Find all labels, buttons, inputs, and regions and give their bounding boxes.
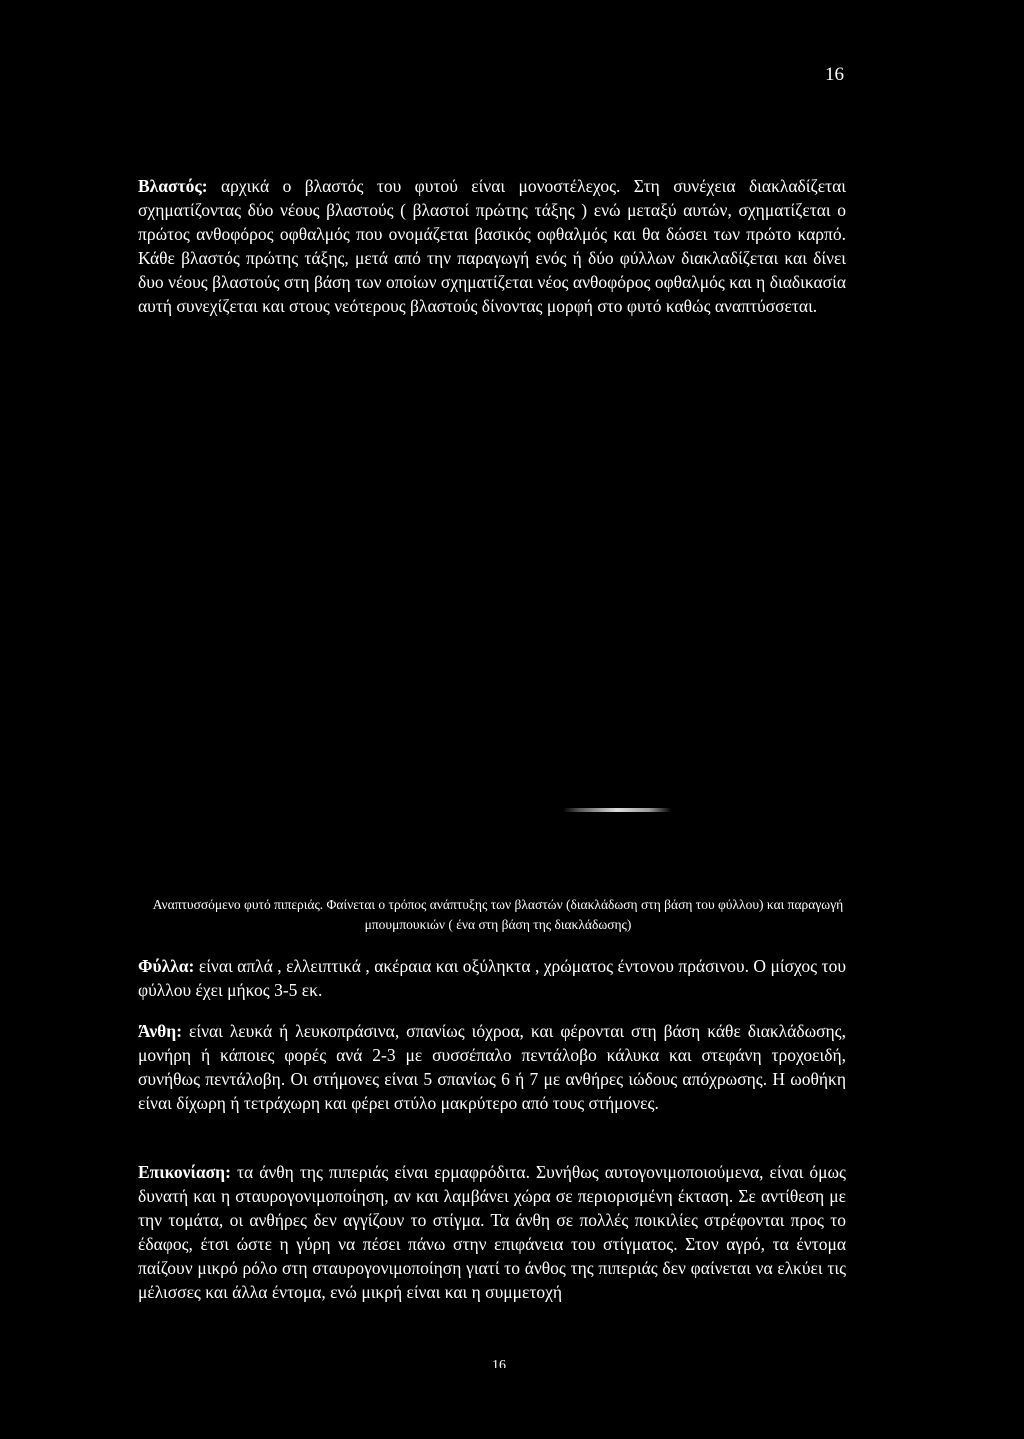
page-number: 16 — [825, 64, 844, 85]
leaves-paragraph — [138, 954, 846, 1002]
footer-page-number: 16 — [492, 1358, 506, 1368]
leaves-term: Φύλλα: — [138, 956, 195, 976]
shoot-term: Βλαστός: — [138, 176, 208, 196]
flowers-text: είναι λευκά ή λευκοπράσινα, σπανίως ιόχροα, και φέρονται στη βάση κάθε διακλάδωσης, μονήρη ή κάποιες φορές ανά 2-3 με συσσέπαλο πεντάλοβο κάλυκα και στεφάνη τροχοειδή, συνήθως πεντάλοβη. Οι στήμονες είναι 5 σπανίως 6 ή 7 με ανθήρες ιώδους απόχρωσης. Η ωοθήκη είναι δίχωρη ή τετράχωρη και φέρει στύλο μακρύτερο από τους στήμονες. — [138, 1021, 846, 1113]
pollination-term: Επικονίαση: — [138, 1162, 231, 1182]
figure-caption: Αναπτυσσόμενο φυτό πιπεριάς. Φαίνεται ο τρόπος ανάπτυξης των βλαστών (διακλάδωση στη βάση του φύλλου) και παραγωγή μπουμπουκιών ( ένα στη βάση της διακλάδωσης) — [152, 897, 844, 932]
pollination-paragraph — [138, 1160, 846, 1304]
figure-scan-artifact — [563, 808, 671, 812]
plant-figure — [138, 380, 846, 880]
flowers-paragraph — [138, 1019, 846, 1115]
leaves-text: είναι απλά , ελλειπτικά , ακέραια και οξύληκτα , χρώματος έντονου πράσινου. Ο μίσχος του φύλλου έχει μήκος 3-5 εκ. — [138, 956, 846, 1000]
pollination-text: τα άνθη της πιπεριάς είναι ερμαφρόδιτα. Συνήθως αυτογονιμοποιούμενα, είναι όμως δυνατή και η σταυρογονιμοποίηση, αν και λαμβάνει χώρα σε περιορισμένη έκταση. Σε αντίθεση με την τομάτα, οι ανθήρες δεν αγγίζουν το στίγμα. Τα άνθη σε πολλές ποικιλίες στρέφονται προς το έδαφος, έτσι ώστε η γύρη να πέσει πάνω στην επιφάνεια του στίγματος. Στον αγρό, τα έντομα παίζουν μικρό ρόλο στη σταυρογονιμοποίηση γιατί το άνθος της πιπεριάς δεν φαίνεται να ελκύει τις μέλισσες και άλλα έντομα, ενώ μικρή είναι και η συμμετοχή — [138, 1162, 846, 1302]
flowers-term: Άνθη: — [138, 1021, 183, 1041]
shoot-paragraph — [138, 174, 846, 318]
shoot-text: αρχικά ο βλαστός του φυτού είναι μονοστέλεχος. Στη συνέχεια διακλαδίζεται σχηματίζοντας δύο νέους βλαστούς ( βλαστοί πρώτης τάξης ) ενώ μεταξύ αυτών, σχηματίζεται ο πρώτος ανθοφόρος οφθαλμός που ονομάζεται βασικός οφθαλμός και θα δώσει των πρώτο καρπό. Κάθε βλαστός πρώτης τάξης, μετά από την παραγωγή ενός ή δύο φύλλων διακλαδίζεται και δίνει δυο νέους βλαστούς στη βάση των οποίων σχηματίζεται νέος ανθοφόρος οφθαλμός και η διαδικασία αυτή συνεχίζεται και στους νεότερους βλαστούς δίνοντας μορφή στο φυτό καθώς αναπτύσσεται. — [138, 176, 846, 316]
